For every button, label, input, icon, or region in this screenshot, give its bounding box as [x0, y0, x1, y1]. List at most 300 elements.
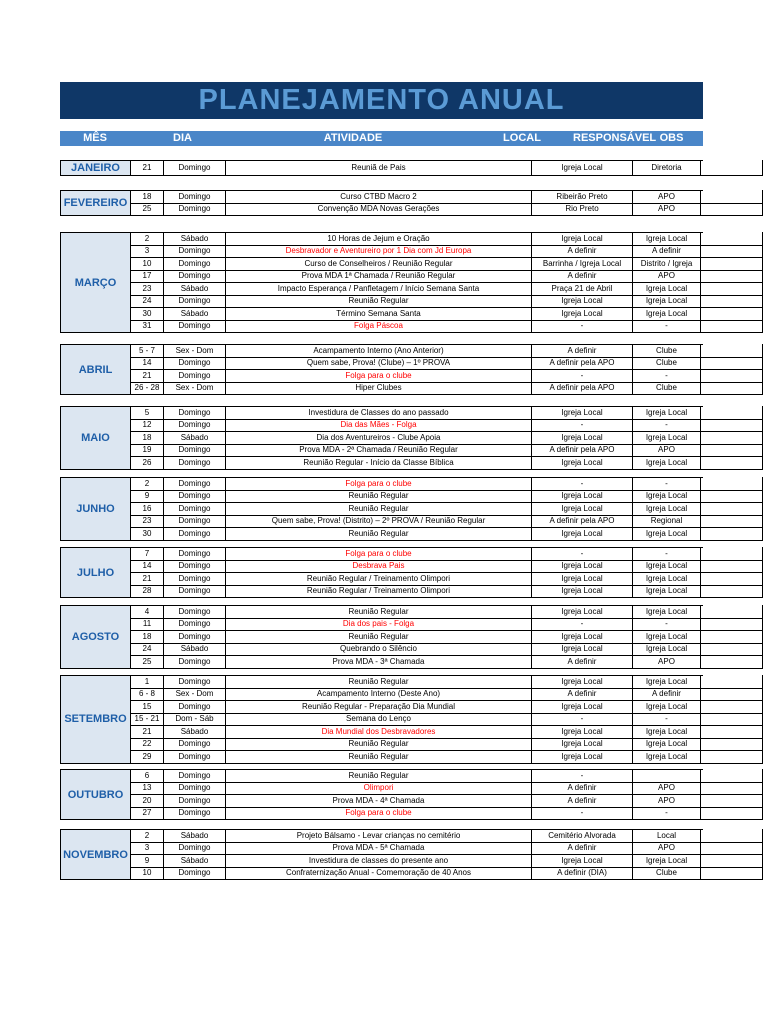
activity-cell: Prova MDA - 4ª Chamada: [226, 794, 532, 808]
obs-cell: [701, 245, 763, 259]
day-cell: 18: [130, 190, 164, 204]
activity-cell: Curso de Conselheiros / Reunião Regular: [226, 257, 532, 271]
weekday-cell: Domingo: [164, 700, 226, 714]
weekday-cell: Sábado: [164, 854, 226, 868]
location-cell: A definir pela APO: [532, 357, 633, 371]
location-cell: Igreja Local: [532, 307, 633, 321]
day-cell: 30: [130, 527, 164, 541]
weekday-cell: Domingo: [164, 515, 226, 529]
location-cell: -: [532, 713, 633, 727]
obs-cell: [701, 369, 763, 383]
activity-cell: Término Semana Santa: [226, 307, 532, 321]
weekday-cell: Domingo: [164, 257, 226, 271]
responsible-cell: A definir: [633, 688, 701, 702]
day-cell: 10: [130, 257, 164, 271]
obs-cell: [701, 382, 763, 396]
activity-cell: Projeto Bálsamo - Levar crianças no cemitério: [226, 829, 532, 843]
activity-cell: 10 Horas de Jejum e Oração: [226, 232, 532, 246]
day-cell: 2: [130, 829, 164, 843]
activity-cell: Quem sabe, Prova! (Distrito) – 2º PROVA / Reunião Regular: [226, 515, 532, 529]
responsible-cell: Clube: [633, 867, 701, 881]
month-name: MARÇO: [60, 232, 131, 333]
location-cell: Igreja Local: [532, 560, 633, 574]
day-cell: 21: [130, 572, 164, 586]
activity-cell: Acampamento Interno (Ano Anterior): [226, 344, 532, 358]
activity-cell: Folga para o clube: [226, 477, 532, 491]
obs-cell: [701, 560, 763, 574]
day-cell: 2: [130, 232, 164, 246]
weekday-cell: Sábado: [164, 431, 226, 445]
responsible-cell: Igreja Local: [633, 643, 701, 657]
location-cell: A definir pela APO: [532, 444, 633, 458]
month-block: [60, 675, 703, 763]
obs-cell: [701, 738, 763, 752]
activity-cell: Reunião Regular: [226, 738, 532, 752]
obs-cell: [701, 572, 763, 586]
day-cell: 21: [130, 160, 164, 176]
weekday-cell: Domingo: [164, 675, 226, 689]
header-local: LOCAL: [503, 132, 541, 144]
weekday-cell: Sábado: [164, 282, 226, 296]
weekday-cell: Domingo: [164, 560, 226, 574]
location-cell: Igreja Local: [532, 675, 633, 689]
responsible-cell: Igreja Local: [633, 295, 701, 309]
obs-cell: [701, 688, 763, 702]
location-cell: -: [532, 419, 633, 433]
responsible-cell: Igreja Local: [633, 527, 701, 541]
day-cell: 21: [130, 369, 164, 383]
obs-cell: [701, 307, 763, 321]
obs-cell: [701, 750, 763, 764]
weekday-cell: Domingo: [164, 738, 226, 752]
activity-cell: Folga para o clube: [226, 547, 532, 561]
location-cell: Igreja Local: [532, 502, 633, 516]
day-cell: 3: [130, 245, 164, 259]
weekday-cell: Domingo: [164, 190, 226, 204]
obs-cell: [701, 547, 763, 561]
responsible-cell: Igreja Local: [633, 630, 701, 644]
activity-cell: Dia dos pais - Folga: [226, 618, 532, 632]
location-cell: A definir: [532, 688, 633, 702]
month-name: SETEMBRO: [60, 675, 131, 764]
day-cell: 12: [130, 419, 164, 433]
weekday-cell: Sex - Dom: [164, 382, 226, 396]
obs-cell: [701, 655, 763, 669]
day-cell: 18: [130, 431, 164, 445]
weekday-cell: Domingo: [164, 295, 226, 309]
weekday-cell: Sex - Dom: [164, 344, 226, 358]
weekday-cell: Domingo: [164, 477, 226, 491]
weekday-cell: Domingo: [164, 794, 226, 808]
activity-cell: Prova MDA - 3ª Chamada: [226, 655, 532, 669]
activity-cell: Acampamento Interno (Deste Ano): [226, 688, 532, 702]
month-block: [60, 232, 703, 332]
weekday-cell: Domingo: [164, 270, 226, 284]
day-cell: 10: [130, 867, 164, 881]
location-cell: Igreja Local: [532, 406, 633, 420]
location-cell: -: [532, 369, 633, 383]
day-cell: 14: [130, 357, 164, 371]
responsible-cell: Distrito / Igreja: [633, 257, 701, 271]
responsible-cell: APO: [633, 794, 701, 808]
table-header: [60, 131, 703, 146]
day-cell: 6 - 8: [130, 688, 164, 702]
location-cell: -: [532, 618, 633, 632]
weekday-cell: Domingo: [164, 630, 226, 644]
activity-cell: Hiper Clubes: [226, 382, 532, 396]
weekday-cell: Dom - Sáb: [164, 713, 226, 727]
responsible-cell: Igreja Local: [633, 738, 701, 752]
responsible-cell: Local: [633, 829, 701, 843]
location-cell: Igreja Local: [532, 572, 633, 586]
weekday-cell: Domingo: [164, 655, 226, 669]
obs-cell: [701, 456, 763, 470]
day-cell: 6: [130, 769, 164, 783]
location-cell: Igreja Local: [532, 854, 633, 868]
day-cell: 24: [130, 643, 164, 657]
obs-cell: [701, 502, 763, 516]
weekday-cell: Domingo: [164, 320, 226, 334]
day-cell: 27: [130, 807, 164, 821]
activity-cell: Reunião Regular: [226, 490, 532, 504]
location-cell: A definir pela APO: [532, 382, 633, 396]
weekday-cell: Domingo: [164, 527, 226, 541]
page-title: PLANEJAMENTO ANUAL: [60, 82, 703, 119]
responsible-cell: -: [633, 618, 701, 632]
day-cell: 13: [130, 782, 164, 796]
obs-cell: [701, 357, 763, 371]
responsible-cell: Igreja Local: [633, 560, 701, 574]
weekday-cell: Domingo: [164, 750, 226, 764]
day-cell: 23: [130, 515, 164, 529]
activity-cell: Impacto Esperança / Panfletagem / Início Semana Santa: [226, 282, 532, 296]
responsible-cell: Igreja Local: [633, 232, 701, 246]
responsible-cell: Igreja Local: [633, 854, 701, 868]
responsible-cell: Clube: [633, 382, 701, 396]
responsible-cell: Clube: [633, 357, 701, 371]
day-cell: 11: [130, 618, 164, 632]
weekday-cell: Domingo: [164, 419, 226, 433]
obs-cell: [701, 444, 763, 458]
weekday-cell: Domingo: [164, 547, 226, 561]
obs-cell: [701, 203, 763, 217]
day-cell: 17: [130, 270, 164, 284]
weekday-cell: Domingo: [164, 160, 226, 176]
responsible-cell: Igreja Local: [633, 502, 701, 516]
day-cell: 15 - 21: [130, 713, 164, 727]
weekday-cell: Sábado: [164, 643, 226, 657]
location-cell: Igreja Local: [532, 490, 633, 504]
responsible-cell: Igreja Local: [633, 750, 701, 764]
responsible-cell: Igreja Local: [633, 456, 701, 470]
location-cell: -: [532, 477, 633, 491]
month-block: [60, 769, 703, 819]
activity-cell: Convenção MDA Novas Gerações: [226, 203, 532, 217]
activity-cell: Reunião Regular - Preparação Dia Mundial: [226, 700, 532, 714]
responsible-cell: Igreja Local: [633, 406, 701, 420]
location-cell: Igreja Local: [532, 585, 633, 599]
responsible-cell: -: [633, 320, 701, 334]
responsible-cell: Igreja Local: [633, 490, 701, 504]
responsible-cell: APO: [633, 190, 701, 204]
weekday-cell: Domingo: [164, 807, 226, 821]
day-cell: 25: [130, 655, 164, 669]
location-cell: Cemitério Alvorada: [532, 829, 633, 843]
month-name: AGOSTO: [60, 605, 131, 669]
obs-cell: [701, 700, 763, 714]
day-cell: 5: [130, 406, 164, 420]
weekday-cell: Domingo: [164, 502, 226, 516]
location-cell: -: [532, 769, 633, 783]
activity-cell: Prova MDA - 5ª Chamada: [226, 842, 532, 856]
activity-cell: Desbrava Pais: [226, 560, 532, 574]
activity-cell: Reunião Regular - Início da Classe Bíblica: [226, 456, 532, 470]
activity-cell: Reunião Regular: [226, 605, 532, 619]
day-cell: 3: [130, 842, 164, 856]
activity-cell: Dia Mundial dos Desbravadores: [226, 725, 532, 739]
location-cell: -: [532, 320, 633, 334]
obs-cell: [701, 295, 763, 309]
responsible-cell: -: [633, 547, 701, 561]
location-cell: Igreja Local: [532, 738, 633, 752]
obs-cell: [701, 515, 763, 529]
obs-cell: [701, 725, 763, 739]
month-block: [60, 406, 703, 469]
weekday-cell: Domingo: [164, 456, 226, 470]
month-block: [60, 160, 703, 175]
location-cell: Igreja Local: [532, 630, 633, 644]
weekday-cell: Domingo: [164, 203, 226, 217]
location-cell: Igreja Local: [532, 643, 633, 657]
weekday-cell: Sábado: [164, 307, 226, 321]
obs-cell: [701, 842, 763, 856]
month-name: JUNHO: [60, 477, 131, 541]
weekday-cell: Domingo: [164, 572, 226, 586]
month-block: [60, 829, 703, 879]
day-cell: 25: [130, 203, 164, 217]
day-cell: 5 - 7: [130, 344, 164, 358]
day-cell: 23: [130, 282, 164, 296]
activity-cell: Reunião Regular: [226, 769, 532, 783]
day-cell: 9: [130, 854, 164, 868]
obs-cell: [701, 190, 763, 204]
obs-cell: [701, 406, 763, 420]
day-cell: 20: [130, 794, 164, 808]
activity-cell: Investidura de Classes do ano passado: [226, 406, 532, 420]
location-cell: Barrinha / Igreja Local: [532, 257, 633, 271]
day-cell: 16: [130, 502, 164, 516]
weekday-cell: Domingo: [164, 842, 226, 856]
activity-cell: Folga para o clube: [226, 807, 532, 821]
responsible-cell: -: [633, 713, 701, 727]
obs-cell: [701, 257, 763, 271]
weekday-cell: Sábado: [164, 232, 226, 246]
responsible-cell: APO: [633, 782, 701, 796]
day-cell: 4: [130, 605, 164, 619]
day-cell: 15: [130, 700, 164, 714]
day-cell: 30: [130, 307, 164, 321]
activity-cell: Investidura de classes do presente ano: [226, 854, 532, 868]
obs-cell: [701, 431, 763, 445]
day-cell: 21: [130, 725, 164, 739]
responsible-cell: APO: [633, 203, 701, 217]
responsible-cell: -: [633, 369, 701, 383]
location-cell: A definir: [532, 245, 633, 259]
responsible-cell: Diretoria: [633, 160, 701, 176]
obs-cell: [701, 807, 763, 821]
weekday-cell: Domingo: [164, 585, 226, 599]
activity-cell: Curso CTBD Macro 2: [226, 190, 532, 204]
responsible-cell: Igreja Local: [633, 700, 701, 714]
obs-cell: [701, 794, 763, 808]
responsible-cell: Igreja Local: [633, 725, 701, 739]
location-cell: Igreja Local: [532, 160, 633, 176]
weekday-cell: Domingo: [164, 357, 226, 371]
responsible-cell: Igreja Local: [633, 431, 701, 445]
month-name: JULHO: [60, 547, 131, 598]
responsible-cell: [633, 769, 701, 783]
obs-cell: [701, 282, 763, 296]
responsible-cell: APO: [633, 842, 701, 856]
weekday-cell: Domingo: [164, 444, 226, 458]
obs-cell: [701, 320, 763, 334]
responsible-cell: APO: [633, 444, 701, 458]
month-block: [60, 477, 703, 540]
month-block: [60, 344, 703, 394]
obs-cell: [701, 829, 763, 843]
weekday-cell: Sábado: [164, 725, 226, 739]
month-block: [60, 605, 703, 668]
activity-cell: Reuniã de Pais: [226, 160, 532, 176]
activity-cell: Olimpori: [226, 782, 532, 796]
header-mes: MÊS: [83, 132, 107, 144]
weekday-cell: Domingo: [164, 406, 226, 420]
day-cell: 29: [130, 750, 164, 764]
activity-cell: Confraternização Anual - Comemoração de 40 Anos: [226, 867, 532, 881]
location-cell: Rio Preto: [532, 203, 633, 217]
location-cell: A definir: [532, 655, 633, 669]
day-cell: 26: [130, 456, 164, 470]
location-cell: A definir (DIA): [532, 867, 633, 881]
day-cell: 2: [130, 477, 164, 491]
month-name: NOVEMBRO: [60, 829, 131, 880]
obs-cell: [701, 769, 763, 783]
location-cell: A definir: [532, 344, 633, 358]
day-cell: 28: [130, 585, 164, 599]
activity-cell: Prova MDA - 2ª Chamada / Reunião Regular: [226, 444, 532, 458]
weekday-cell: Domingo: [164, 618, 226, 632]
header-dia: DIA: [173, 132, 192, 144]
responsible-cell: Clube: [633, 344, 701, 358]
activity-cell: Semana do Lenço: [226, 713, 532, 727]
location-cell: A definir pela APO: [532, 515, 633, 529]
responsible-cell: -: [633, 477, 701, 491]
responsible-cell: APO: [633, 655, 701, 669]
responsible-cell: Igreja Local: [633, 605, 701, 619]
responsible-cell: Igreja Local: [633, 282, 701, 296]
location-cell: Igreja Local: [532, 527, 633, 541]
location-cell: A definir: [532, 842, 633, 856]
activity-cell: Reunião Regular: [226, 295, 532, 309]
month-block: [60, 547, 703, 597]
location-cell: A definir: [532, 270, 633, 284]
activity-cell: Dia dos Aventureiros - Clube Apoia: [226, 431, 532, 445]
day-cell: 22: [130, 738, 164, 752]
activity-cell: Reunião Regular: [226, 502, 532, 516]
day-cell: 24: [130, 295, 164, 309]
day-cell: 18: [130, 630, 164, 644]
location-cell: Igreja Local: [532, 725, 633, 739]
location-cell: Igreja Local: [532, 232, 633, 246]
obs-cell: [701, 630, 763, 644]
location-cell: Igreja Local: [532, 750, 633, 764]
day-cell: 31: [130, 320, 164, 334]
location-cell: -: [532, 547, 633, 561]
weekday-cell: Domingo: [164, 769, 226, 783]
responsible-cell: Igreja Local: [633, 585, 701, 599]
activity-cell: Folga Páscoa: [226, 320, 532, 334]
responsible-cell: Igreja Local: [633, 675, 701, 689]
obs-cell: [701, 490, 763, 504]
weekday-cell: Domingo: [164, 867, 226, 881]
activity-cell: Folga para o clube: [226, 369, 532, 383]
activity-cell: Reunião Regular: [226, 750, 532, 764]
weekday-cell: Domingo: [164, 490, 226, 504]
month-block: [60, 190, 703, 215]
day-cell: 26 - 28: [130, 382, 164, 396]
weekday-cell: Domingo: [164, 605, 226, 619]
obs-cell: [701, 419, 763, 433]
obs-cell: [701, 713, 763, 727]
activity-cell: Dia das Mães - Folga: [226, 419, 532, 433]
day-cell: 19: [130, 444, 164, 458]
header-obs: OBS: [659, 132, 684, 144]
obs-cell: [701, 232, 763, 246]
weekday-cell: Sex - Dom: [164, 688, 226, 702]
obs-cell: [701, 527, 763, 541]
location-cell: Igreja Local: [532, 700, 633, 714]
location-cell: Praça 21 de Abril: [532, 282, 633, 296]
obs-cell: [701, 867, 763, 881]
day-cell: 7: [130, 547, 164, 561]
responsible-cell: A definir: [633, 245, 701, 259]
activity-cell: Reunião Regular: [226, 527, 532, 541]
activity-cell: Quebrando o Silêncio: [226, 643, 532, 657]
day-cell: 1: [130, 675, 164, 689]
month-name: JANEIRO: [60, 160, 131, 176]
obs-cell: [701, 618, 763, 632]
weekday-cell: Domingo: [164, 369, 226, 383]
month-name: FEVEREIRO: [60, 190, 131, 216]
location-cell: A definir: [532, 782, 633, 796]
activity-cell: Reunião Regular: [226, 630, 532, 644]
responsible-cell: APO: [633, 270, 701, 284]
responsible-cell: Igreja Local: [633, 572, 701, 586]
month-name: OUTUBRO: [60, 769, 131, 820]
location-cell: Ribeirão Preto: [532, 190, 633, 204]
obs-cell: [701, 782, 763, 796]
activity-cell: Prova MDA 1ª Chamada / Reunião Regular: [226, 270, 532, 284]
month-name: ABRIL: [60, 344, 131, 395]
location-cell: Igreja Local: [532, 431, 633, 445]
activity-cell: Reunião Regular: [226, 675, 532, 689]
activity-cell: Reunião Regular / Treinamento Olimpori: [226, 572, 532, 586]
weekday-cell: Domingo: [164, 782, 226, 796]
obs-cell: [701, 160, 763, 176]
day-cell: 14: [130, 560, 164, 574]
activity-cell: Quem sabe, Prova! (Clube) – 1º PROVA: [226, 357, 532, 371]
obs-cell: [701, 270, 763, 284]
